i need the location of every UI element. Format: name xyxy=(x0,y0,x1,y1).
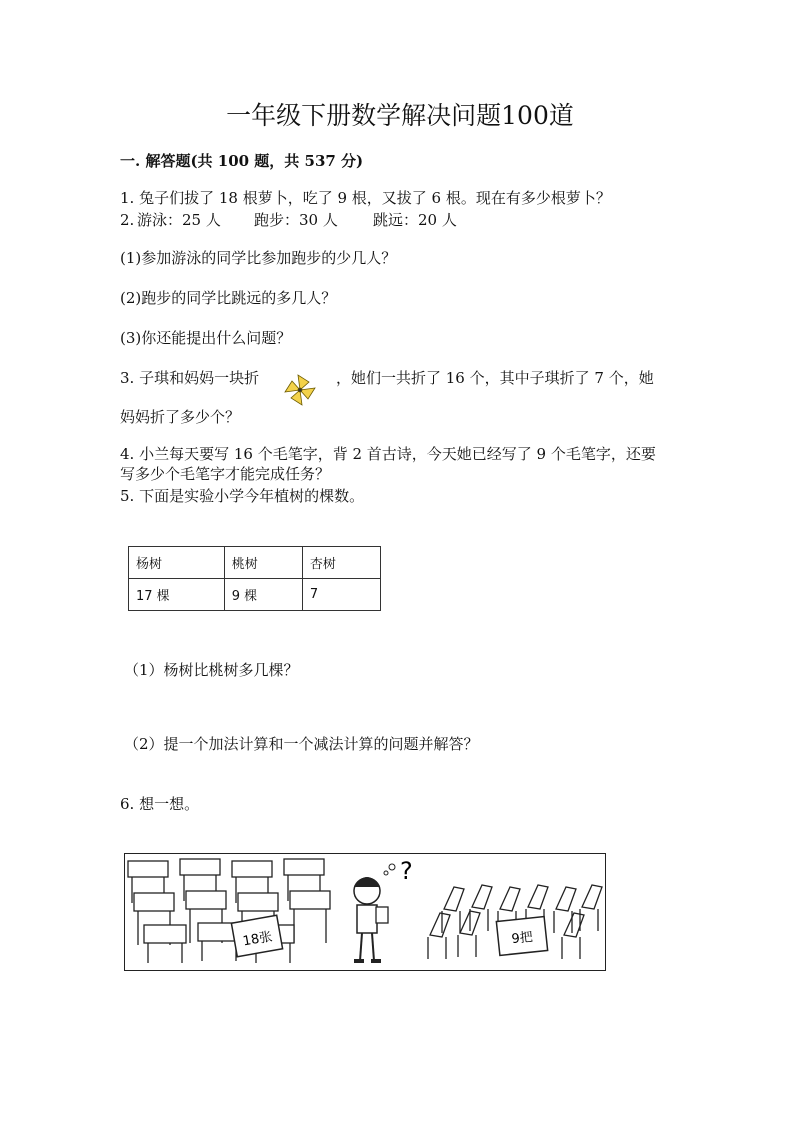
chair-count-label: 9把 xyxy=(510,929,534,948)
table-cell: 7 xyxy=(302,579,380,611)
desk-count-label: 18张 xyxy=(241,929,274,950)
table-header-cell: 杏树 xyxy=(302,547,380,579)
table-header-cell: 桃树 xyxy=(224,547,302,579)
question-2-number: 2. xyxy=(120,211,135,229)
question-mark: ? xyxy=(400,857,413,885)
question-6-text: 6. 想一想。 xyxy=(120,795,200,813)
tree-count-table xyxy=(128,546,381,611)
question-4-line-2: 写多少个毛笔字才能完成任务？ xyxy=(120,465,331,483)
question-5-intro: 5. 下面是实验小学今年植树的棵数。 xyxy=(120,487,365,505)
question-3-part-3: 妈妈折了多少个？ xyxy=(120,408,241,426)
question-5-sub-2: （2）提一个加法计算和一个减法计算的问题并解答？ xyxy=(124,735,479,753)
section-heading: 一. 解答题(共 100 题，共 537 分) xyxy=(120,152,364,170)
table-header-cell: 杨树 xyxy=(129,547,225,579)
page-title: 一年级下册数学解决问题100道 xyxy=(226,101,574,130)
swim-count: 游泳：25 人 xyxy=(137,211,221,229)
desks-chairs-illustration xyxy=(124,853,606,972)
question-2-sub-3: (3)你还能提出什么问题？ xyxy=(120,329,292,347)
pinwheel-icon xyxy=(280,372,320,408)
question-4-line-1: 4. 小兰每天要写 16 个毛笔字，背 2 首古诗，今天她已经写了 9 个毛笔字，还要 xyxy=(120,445,656,463)
chair-count-sign xyxy=(496,917,547,956)
table-cell: 17 棵 xyxy=(129,579,225,611)
question-2-sub-1: (1)参加游泳的同学比参加跑步的少几人？ xyxy=(120,249,397,267)
question-1: 1. 兔子们拔了 18 根萝卜，吃了 9 根，又拔了 6 根。现在有多少根萝卜？ xyxy=(120,189,611,207)
table-cell: 9 棵 xyxy=(224,579,302,611)
jump-count: 跳远：20 人 xyxy=(373,211,457,229)
question-2-sub-2: (2)跑步的同学比跳远的多几人？ xyxy=(120,289,337,307)
question-3-part-2: ，她们一共折了 16 个，其中子琪折了 7 个，她 xyxy=(336,369,654,387)
question-3-part-1: 3. 子琪和妈妈一块折 xyxy=(120,369,260,387)
table-header-row xyxy=(129,547,381,579)
run-count: 跑步：30 人 xyxy=(254,211,338,229)
question-5-sub-1: （1）杨树比桃树多几棵？ xyxy=(124,661,299,679)
desk-count-sign xyxy=(231,915,282,956)
table-row xyxy=(129,579,381,611)
